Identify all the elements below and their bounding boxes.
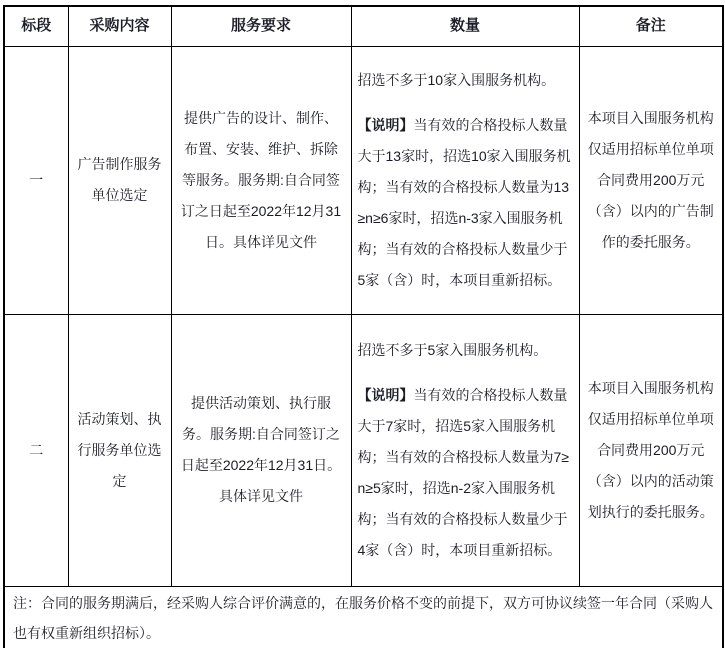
table-row bbox=[4, 314, 723, 586]
content-cell: 活动策划、执行服务单位选定 bbox=[68, 314, 171, 586]
requirement-cell: 提供活动策划、执行服务。服务期:自合同签订之日起至2022年12月31日。具体详见文件 bbox=[171, 314, 351, 586]
quantity-intro: 招选不多于10家入围服务机构。 bbox=[357, 71, 556, 88]
explanation-label: 【说明】 bbox=[357, 386, 414, 403]
content-cell: 广告制作服务单位选定 bbox=[68, 46, 171, 314]
quantity-explanation bbox=[358, 110, 573, 296]
quantity-explanation bbox=[358, 380, 573, 566]
column-header-remark: 备注 bbox=[579, 6, 723, 46]
remark-cell: 本项目入围服务机构仅适用招标单位单项合同费用200万元（含）以内的广告制作的委托服务。 bbox=[579, 46, 723, 314]
section-cell: 二 bbox=[4, 314, 68, 586]
section-cell: 一 bbox=[4, 46, 68, 314]
procurement-sections-table bbox=[3, 5, 724, 648]
explanation-text: 当有效的合格投标人数量大于7家时，招选5家入围服务机构；当有效的合格投标人数量为7≥n≥5家时，招选n-2家入围服务机构；当有效的合格投标人数量少于4家（含）时，本项目重新招标。 bbox=[357, 386, 569, 558]
header-row bbox=[4, 6, 723, 46]
quantity-cell bbox=[351, 314, 579, 586]
footnote-row bbox=[4, 586, 723, 648]
column-header-quantity: 数量 bbox=[351, 6, 579, 46]
column-header-section: 标段 bbox=[4, 6, 68, 46]
explanation-label: 【说明】 bbox=[357, 116, 414, 133]
quantity-intro: 招选不多于5家入围服务机构。 bbox=[357, 341, 548, 358]
column-header-content: 采购内容 bbox=[68, 6, 171, 46]
requirement-cell: 提供广告的设计、制作、布置、安装、维护、拆除等服务。服务期:自合同签订之日起至2022年12月31日。具体详见文件 bbox=[171, 46, 351, 314]
remark-cell: 本项目入围服务机构仅适用招标单位单项合同费用200万元（含）以内的活动策划执行的委托服务。 bbox=[579, 314, 723, 586]
explanation-text: 当有效的合格投标人数量大于13家时，招选10家入围服务机构；当有效的合格投标人数量为13≥n≥6家时，招选n-3家入围服务机构；当有效的合格投标人数量少于5家（含）时，本项目重新招标。 bbox=[357, 116, 571, 288]
footnote: 注：合同的服务期满后，经采购人综合评价满意的，在服务价格不变的前提下，双方可协议续签一年合同（采购人也有权重新组织招标）。 bbox=[4, 586, 723, 648]
table-row bbox=[4, 46, 723, 314]
quantity-cell bbox=[351, 46, 579, 314]
column-header-requirement: 服务要求 bbox=[171, 6, 351, 46]
